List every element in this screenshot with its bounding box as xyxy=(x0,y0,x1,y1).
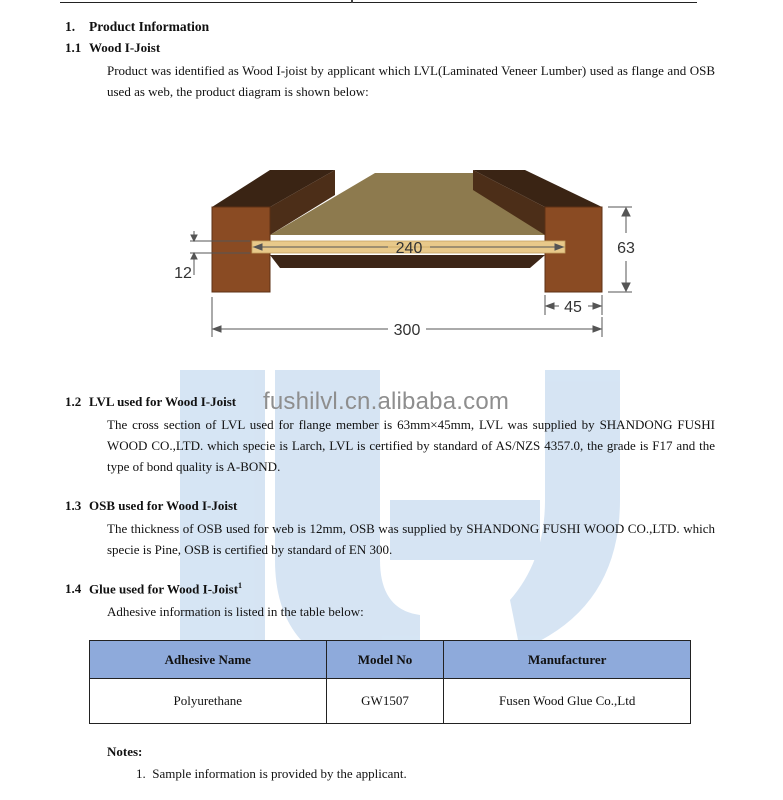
subsection-number: 1.3 xyxy=(65,498,82,513)
paragraph-1-1: Product was identified as Wood I-joist by applicant which LVL(Laminated Veneer Lumber) used as flange and OSB used as web, the product diagram is shown below: xyxy=(107,63,715,99)
notes-title: Notes: xyxy=(107,744,143,759)
i-joist-diagram xyxy=(170,165,650,350)
dimension-240-label: 240 xyxy=(395,240,423,257)
table-row xyxy=(90,679,691,724)
subsection-number: 1.4 xyxy=(65,581,82,597)
column-header-model-no: Model No xyxy=(326,641,444,679)
subsection-heading-1-1 xyxy=(65,40,160,56)
cell-adhesive-name: Polyurethane xyxy=(90,679,327,724)
footnote-mark: 1 xyxy=(238,581,243,590)
subsection-heading-1-3 xyxy=(65,498,237,514)
column-header-adhesive-name: Adhesive Name xyxy=(90,641,327,679)
cell-manufacturer: Fusen Wood Glue Co.,Ltd xyxy=(444,679,691,724)
subsection-heading-1-2 xyxy=(65,394,236,410)
column-header-manufacturer: Manufacturer xyxy=(444,641,691,679)
dimension-300-label: 300 xyxy=(393,322,421,339)
subsection-number: 1.2 xyxy=(65,394,82,409)
section-number: 1. xyxy=(65,19,76,34)
watermark-text: fushilvl.cn.alibaba.com xyxy=(263,388,510,415)
dimension-45-label: 45 xyxy=(564,299,582,316)
subsection-title: OSB used for Wood I-Joist xyxy=(89,498,238,513)
adhesive-table xyxy=(89,640,691,724)
subsection-heading-1-4 xyxy=(65,581,242,597)
subsection-title: Glue used for Wood I-Joist xyxy=(89,581,239,597)
note-item: 1. Sample information is provided by the applicant. xyxy=(136,766,407,781)
dimension-12-label: 12 xyxy=(174,265,192,282)
section-heading xyxy=(65,19,209,35)
paragraph-1-3: The thickness of OSB used for web is 12mm, OSB was supplied by SHANDONG FUSHI WOOD CO.,LTD. which specie is Pine, OSB is certified by standard of EN 300. xyxy=(107,521,715,557)
paragraph-1-4: Adhesive information is listed in the table below: xyxy=(107,604,364,619)
subsection-title: LVL used for Wood I-Joist xyxy=(89,394,237,409)
section-title: Product Information xyxy=(89,19,210,34)
dimension-63-label: 63 xyxy=(617,240,635,257)
cell-model-no: GW1507 xyxy=(326,679,444,724)
table-header-row xyxy=(90,641,691,679)
subsection-number: 1.1 xyxy=(65,40,82,55)
subsection-title: Wood I-Joist xyxy=(89,40,161,55)
paragraph-1-2: The cross section of LVL used for flange member is 63mm×45mm, LVL was supplied by SHANDONG FUSHI WOOD CO.,LTD. which specie is Larch, LVL is certified by standard of AS/NZS 4357.0, the grade is F17 and the type of bond quality is A-BOND. xyxy=(107,417,715,474)
